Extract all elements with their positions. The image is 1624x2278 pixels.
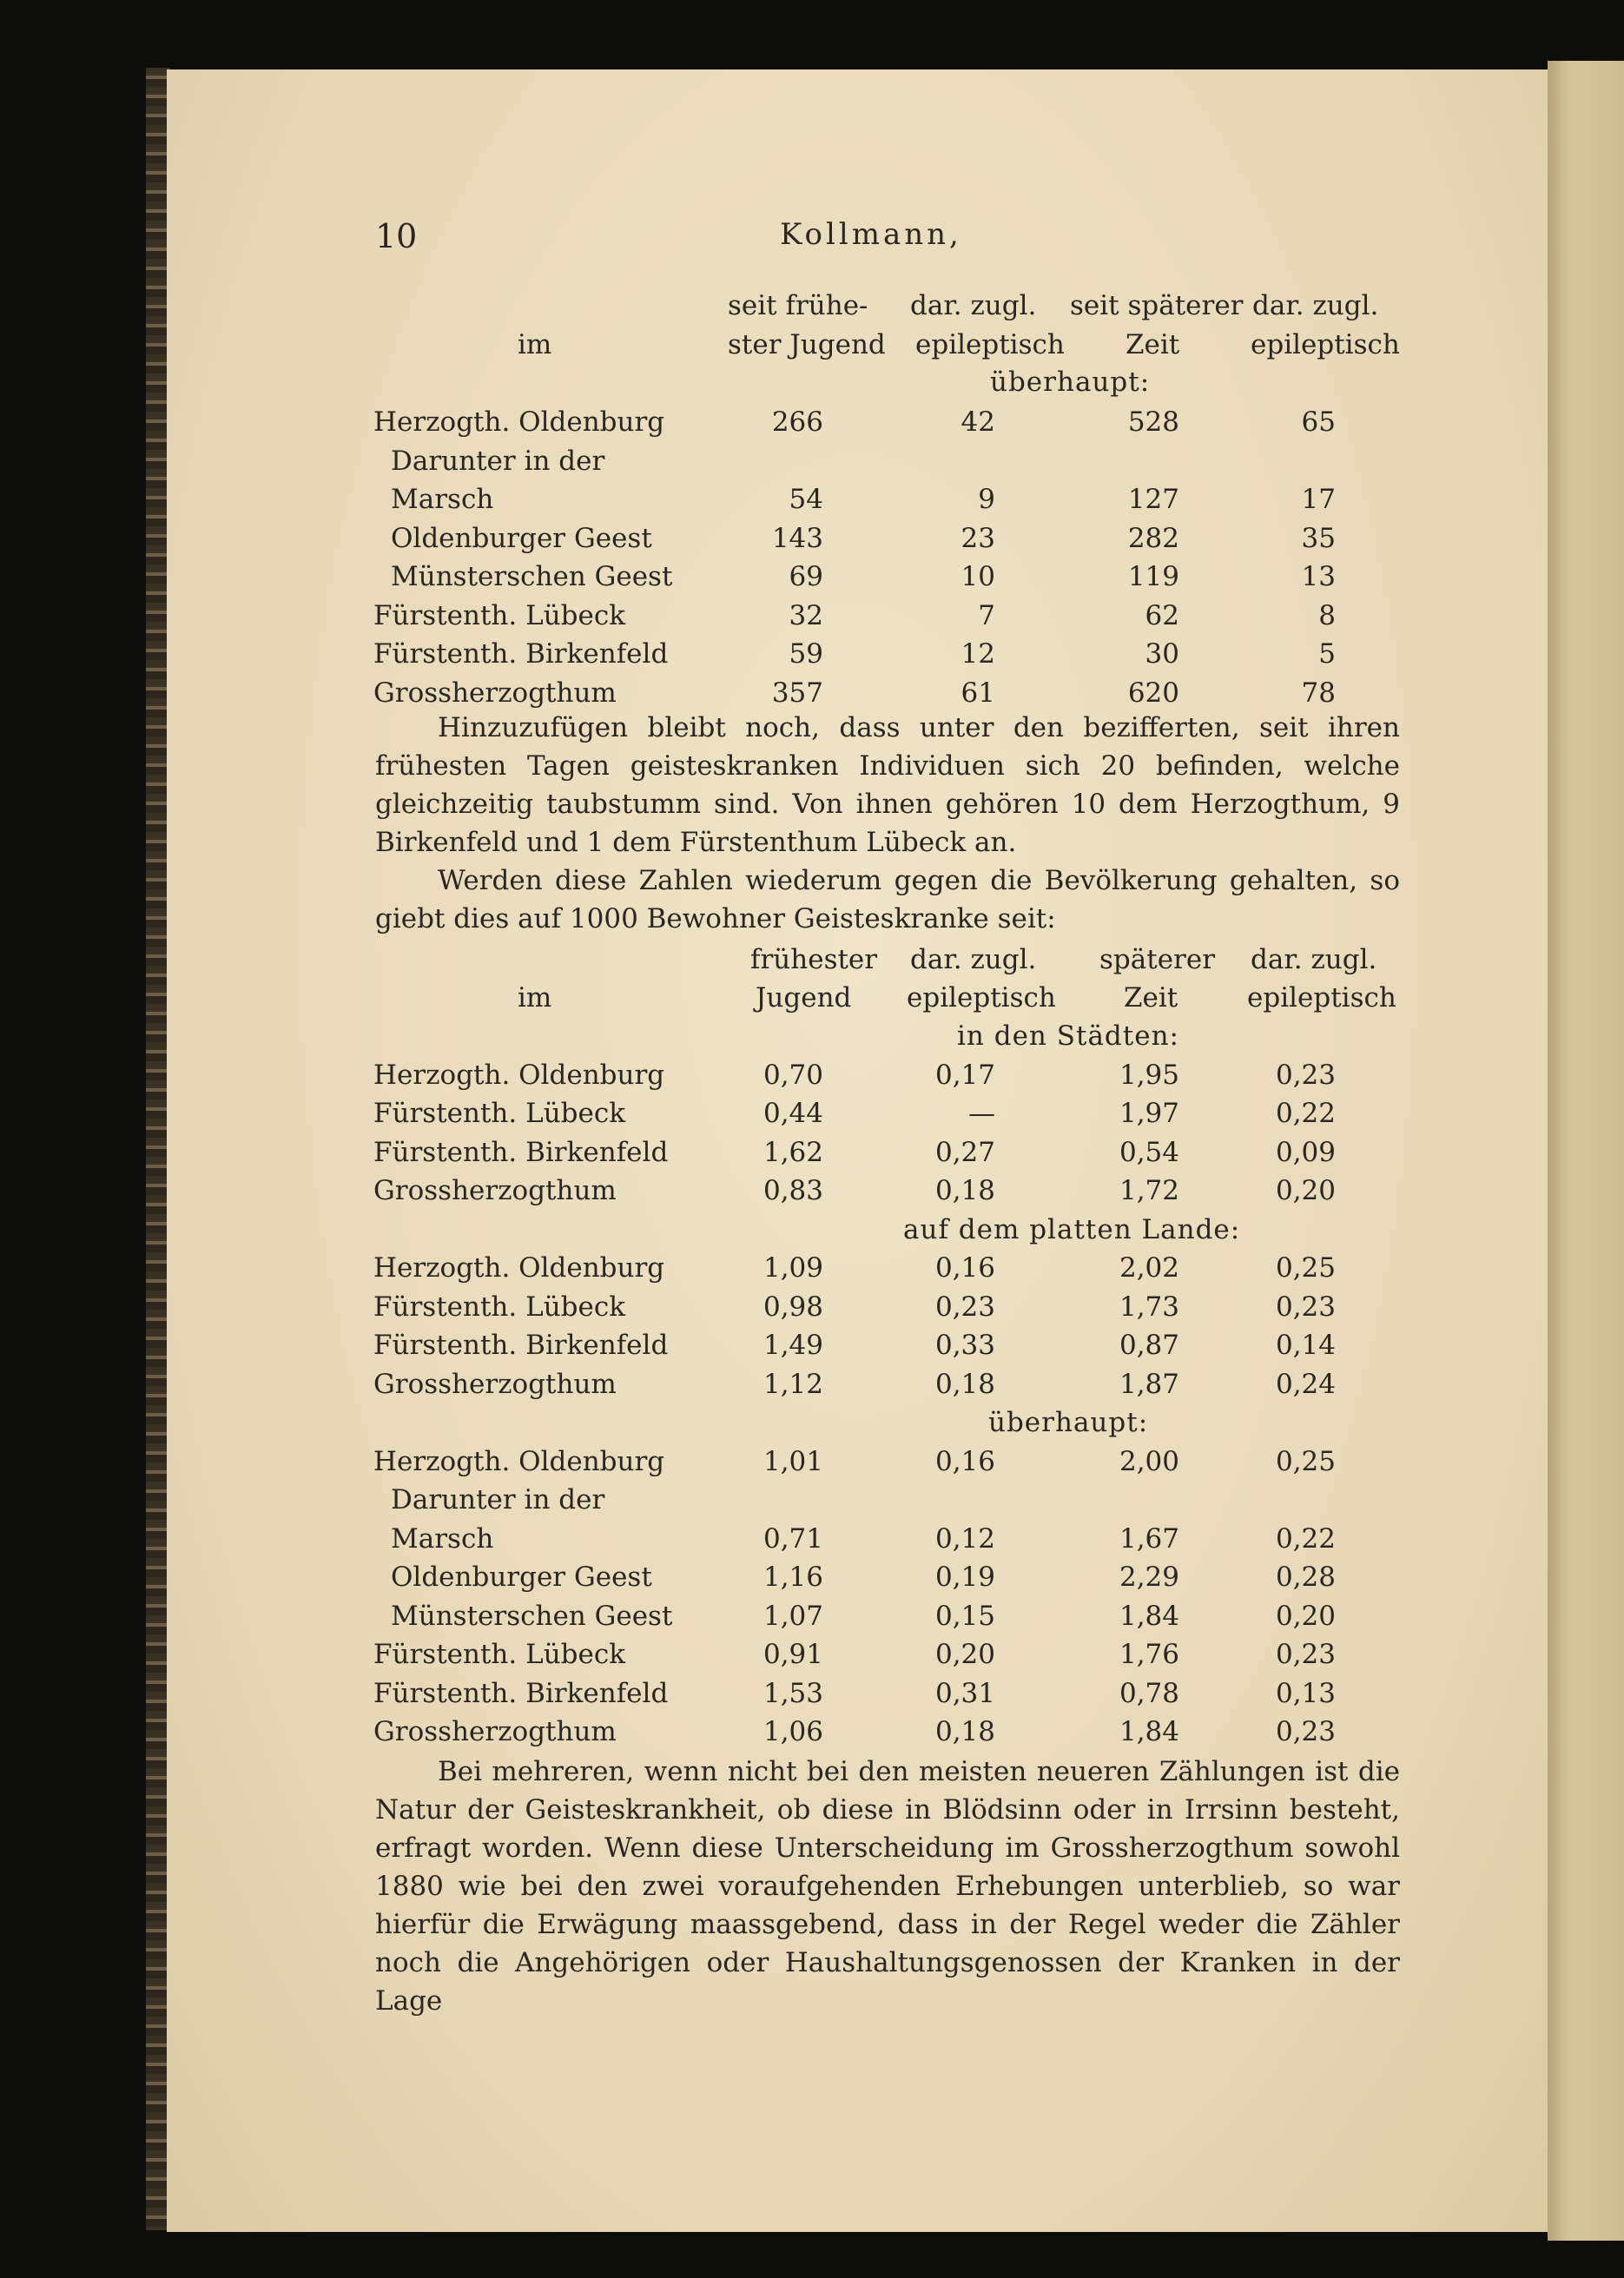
table2-head-col2-line1: dar. zugl.	[910, 944, 1037, 975]
table-cell: 0,98	[762, 1291, 823, 1323]
table-cell: 0,16	[934, 1252, 995, 1284]
table1-head-col2-line1: dar. zugl.	[910, 290, 1037, 321]
section-title: auf dem platten Lande:	[903, 1213, 1241, 1245]
table-cell: 282	[1127, 522, 1179, 554]
table1-body	[373, 403, 1398, 716]
table-cell: 17	[1301, 484, 1336, 515]
paragraph-1	[375, 709, 1400, 938]
table-cell: 620	[1127, 677, 1179, 709]
table-row	[373, 480, 1398, 518]
table2-head-col1-line1: frühester	[750, 944, 878, 975]
table1-head-col1-line2: ster Jugend	[728, 329, 886, 360]
table-cell: 0,23	[1275, 1639, 1336, 1670]
section-title: in den Städten:	[957, 1020, 1179, 1052]
table-cell: 127	[1127, 484, 1179, 515]
table-row	[373, 1172, 1398, 1210]
page-header	[375, 217, 1417, 259]
table-cell: 0,27	[934, 1136, 995, 1168]
table-cell: 13	[1301, 561, 1336, 592]
table-cell: 32	[789, 599, 823, 631]
table-cell: 2,02	[1119, 1252, 1179, 1284]
table-cell: 0,22	[1275, 1098, 1336, 1129]
row-label: Fürstenth. Birkenfeld	[373, 1677, 669, 1709]
table-cell: 143	[771, 522, 823, 554]
table-cell: 0,71	[762, 1522, 823, 1555]
table-row	[373, 635, 1398, 673]
table-cell: 35	[1301, 522, 1336, 554]
table-cell: 1,76	[1119, 1639, 1179, 1670]
row-label: Grossherzogthum	[373, 677, 617, 709]
table-cell: 1,01	[762, 1445, 823, 1477]
table-cell: 1,84	[1119, 1600, 1179, 1632]
table2-head-col3-line2: Zeit	[1124, 982, 1178, 1014]
table-cell: 0,23	[1275, 1716, 1336, 1747]
row-label: Herzogth. Oldenburg	[373, 1059, 665, 1091]
row-label: Oldenburger Geest	[391, 522, 652, 554]
row-label: Fürstenth. Lübeck	[373, 599, 625, 631]
row-label: Darunter in der	[391, 1484, 605, 1515]
table-cell: 0,13	[1275, 1677, 1336, 1709]
table-cell: 0,20	[1275, 1175, 1336, 1206]
table-cell: 119	[1127, 561, 1179, 592]
table-cell: 78	[1301, 677, 1336, 709]
table-cell: 62	[1145, 599, 1179, 631]
table2-head-col4-line1: dar. zugl.	[1251, 944, 1377, 975]
table-cell: 0,23	[1275, 1059, 1336, 1091]
table-row	[373, 1481, 1398, 1519]
table-cell: 0,20	[934, 1639, 995, 1670]
table-cell: 1,84	[1119, 1716, 1179, 1747]
table-row	[373, 558, 1398, 596]
row-label: Fürstenth. Lübeck	[373, 1098, 625, 1129]
table-cell: 0,70	[762, 1059, 823, 1091]
table-cell: 1,12	[762, 1368, 823, 1400]
running-head: Kollmann,	[780, 217, 962, 252]
table-cell: 30	[1145, 638, 1179, 670]
table1-subhead: überhaupt:	[990, 366, 1151, 398]
table-cell: 0,18	[934, 1716, 995, 1747]
table1-head-col3-line1: seit späterer	[1070, 290, 1244, 321]
table-cell: 0,44	[762, 1098, 823, 1129]
row-label: Marsch	[391, 1522, 494, 1555]
table-cell: 5	[1318, 638, 1336, 670]
table-cell: 1,16	[762, 1562, 823, 1593]
table-cell: 0,33	[934, 1330, 995, 1361]
table-row	[373, 442, 1398, 480]
table2-head-col3-line1: späterer	[1099, 944, 1216, 975]
row-label: Grossherzogthum	[373, 1716, 617, 1747]
table1-head-col1-line1: seit frühe-	[728, 290, 868, 321]
paragraph-1-text: Hinzuzufügen bleibt noch, dass unter den bezifferten, seit ihren frühesten Tagen geisteskranken Individuen sich 20 befinden, welche gleichzeitig taubstumm sind. Von ihnen gehören 10 dem Herzogthum, 9 Birkenfeld und 1 dem Fürstenthum Lübeck an.	[375, 712, 1400, 858]
table-cell: 0,16	[934, 1445, 995, 1477]
paragraph-3-text: Bei mehreren, wenn nicht bei den meisten neueren Zählungen ist die Natur der Geisteskrankheit, ob diese in Blödsinn oder in Irrsinn besteht, erfragt worden. Wenn diese Unterscheidung im Grossherzogthum sowohl 1880 wie bei den zwei voraufgehenden Erhebungen unterblieb, so war hierfür die Erwägung maassgebend, dass in der Regel weder die Zähler noch die Angehörigen oder Haushaltungsgenossen der Kranken in der Lage	[375, 1756, 1400, 2017]
table-row	[373, 1520, 1398, 1558]
row-label: Oldenburger Geest	[391, 1562, 652, 1593]
table-cell: 1,62	[762, 1136, 823, 1168]
row-label: Fürstenth. Birkenfeld	[373, 1330, 669, 1361]
table-cell: 0,31	[934, 1677, 995, 1709]
table-row	[373, 519, 1398, 558]
row-label: Herzogth. Oldenburg	[373, 1252, 665, 1284]
table-cell: 69	[789, 561, 823, 592]
table-cell: 8	[1318, 599, 1336, 631]
table-row	[373, 1094, 1398, 1132]
table1-head-col4-line2: epileptisch	[1251, 329, 1400, 360]
section-title: überhaupt:	[988, 1407, 1149, 1438]
table2-head-im: im	[518, 982, 552, 1014]
table-cell: 1,07	[762, 1600, 823, 1632]
row-label: Münsterschen Geest	[391, 561, 673, 592]
table-row	[373, 1558, 1398, 1596]
table-cell: 0,25	[1275, 1252, 1336, 1284]
table-cell: 0,24	[1275, 1368, 1336, 1400]
table-cell: 0,28	[1275, 1562, 1336, 1593]
table-cell: —	[968, 1098, 995, 1129]
table-cell: 2,00	[1119, 1445, 1179, 1477]
table-cell: 23	[961, 522, 995, 554]
table-cell: 1,87	[1119, 1368, 1179, 1400]
table-cell: 0,18	[934, 1175, 995, 1206]
row-label: Fürstenth. Birkenfeld	[373, 1136, 669, 1168]
table-row	[373, 1056, 1398, 1094]
table-cell: 2,29	[1119, 1562, 1179, 1593]
table-cell: 0,54	[1119, 1136, 1179, 1168]
table-cell: 0,23	[1275, 1291, 1336, 1323]
table-cell: 0,78	[1119, 1677, 1179, 1709]
table1-head-col3-line2: Zeit	[1126, 329, 1180, 360]
row-label: Marsch	[391, 484, 494, 515]
row-label: Fürstenth. Lübeck	[373, 1291, 625, 1323]
row-label: Grossherzogthum	[373, 1368, 617, 1400]
table-cell: 9	[978, 484, 995, 515]
table-cell: 0,20	[1275, 1600, 1336, 1632]
table2-head-col2-line2: epileptisch	[907, 982, 1056, 1014]
table-cell: 1,09	[762, 1252, 823, 1284]
table-cell: 0,25	[1275, 1445, 1336, 1477]
table-cell: 0,14	[1275, 1330, 1336, 1361]
facing-page-edge	[1548, 61, 1624, 2241]
table-cell: 0,17	[934, 1059, 995, 1091]
row-label: Münsterschen Geest	[391, 1600, 673, 1632]
table2-head-col1-line2: Jugend	[756, 982, 852, 1014]
row-label: Herzogth. Oldenburg	[373, 406, 665, 438]
table-row	[373, 674, 1398, 712]
table2-head-col4-line2: epileptisch	[1247, 982, 1396, 1014]
table-cell: 1,97	[1119, 1098, 1179, 1129]
table-cell: 10	[961, 561, 995, 592]
table-row	[373, 1326, 1398, 1364]
row-label: Fürstenth. Birkenfeld	[373, 638, 669, 670]
table-cell: 0,22	[1275, 1522, 1336, 1555]
table1-head-col4-line1: dar. zugl.	[1252, 290, 1379, 321]
table-cell: 1,06	[762, 1716, 823, 1747]
table-row	[373, 403, 1398, 441]
table-row	[373, 1674, 1398, 1713]
table-cell: 1,67	[1119, 1522, 1179, 1555]
table-row	[373, 1443, 1398, 1481]
table-cell: 0,91	[762, 1639, 823, 1670]
table-row	[373, 1597, 1398, 1635]
table-cell: 12	[961, 638, 995, 670]
table-cell: 0,83	[762, 1175, 823, 1206]
table-cell: 59	[789, 638, 823, 670]
table-cell: 1,49	[762, 1330, 823, 1361]
table-row	[373, 1365, 1398, 1403]
table-cell: 54	[789, 484, 823, 515]
row-label: Grossherzogthum	[373, 1175, 617, 1206]
row-label: Darunter in der	[391, 445, 605, 477]
table-row	[373, 597, 1398, 635]
table-cell: 0,12	[934, 1522, 995, 1555]
table-row	[373, 1713, 1398, 1751]
table-row	[373, 1288, 1398, 1326]
table-cell: 0,23	[934, 1291, 995, 1323]
table-cell: 1,73	[1119, 1291, 1179, 1323]
table-cell: 0,18	[934, 1368, 995, 1400]
table-cell: 1,72	[1119, 1175, 1179, 1206]
table-cell: 65	[1301, 406, 1336, 438]
table1-head-im: im	[518, 329, 552, 360]
table-cell: 42	[961, 406, 995, 438]
paragraph-3	[375, 1753, 1400, 2020]
table-cell: 0,87	[1119, 1330, 1179, 1361]
table-cell: 528	[1127, 406, 1179, 438]
row-label: Fürstenth. Lübeck	[373, 1639, 625, 1670]
table1-head-col2-line2: epileptisch	[915, 329, 1065, 360]
page-number: 10	[375, 217, 418, 255]
table2-body	[373, 1017, 1398, 1755]
table-cell: 1,53	[762, 1677, 823, 1709]
table-cell: 7	[978, 599, 995, 631]
table-cell: 0,09	[1275, 1136, 1336, 1168]
table-cell: 61	[961, 677, 995, 709]
row-label: Herzogth. Oldenburg	[373, 1445, 665, 1477]
table-cell: 357	[771, 677, 823, 709]
table-cell: 266	[771, 406, 823, 438]
table-row	[373, 1249, 1398, 1287]
table-cell: 0,19	[934, 1562, 995, 1593]
table-cell: 0,15	[934, 1600, 995, 1632]
paragraph-2-text: Werden diese Zahlen wiederum gegen die Bevölkerung gehalten, so giebt dies auf 1000 Bewohner Geisteskranke seit:	[375, 865, 1400, 934]
table-row	[373, 1635, 1398, 1674]
table-cell: 1,95	[1119, 1059, 1179, 1091]
table-row	[373, 1133, 1398, 1172]
